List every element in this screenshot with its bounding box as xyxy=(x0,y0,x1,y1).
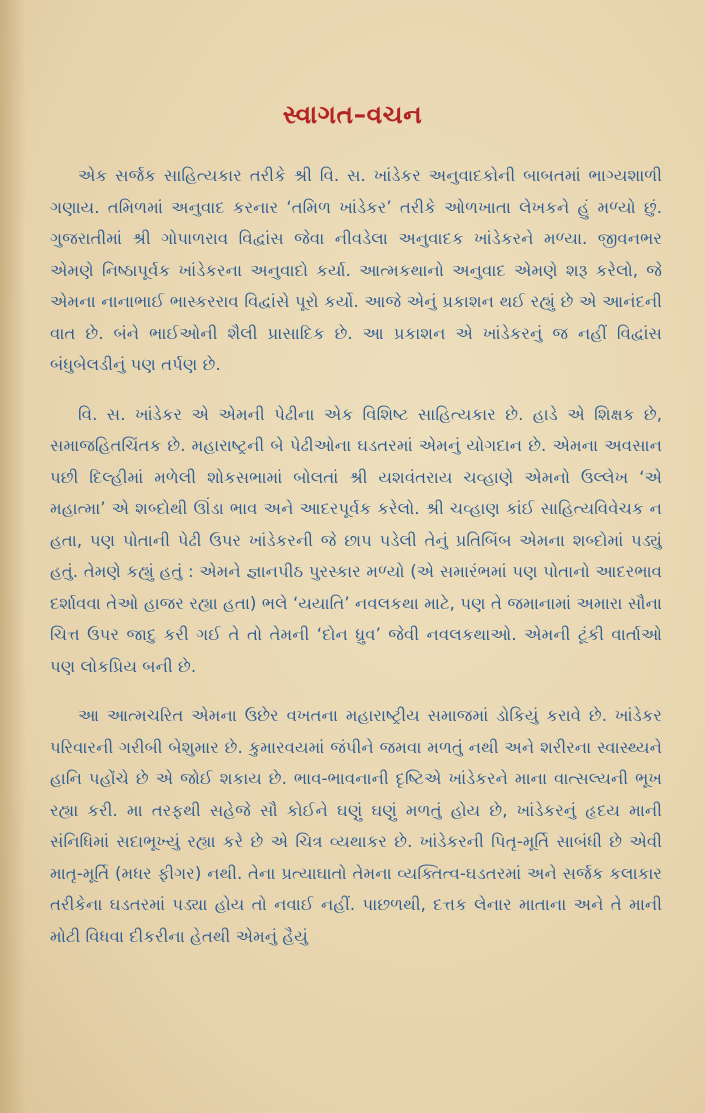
paragraph-2: વિ. સ. ખાંડેકર એ એમની પેઢીના એક વિશિષ્ટ સાહિત્યકાર છે. હાડે એ શિક્ષક છે, સમાજહિતચિંતક છે. મહારાષ્ટ્રની બે પેઢીઓના ઘડતરમાં એમનું યોગદાન છે. એમના અવસાન પછી દિલ્હીમાં મળેલી શોકસભામાં બોલતાં શ્રી યશવંતરાય ચવ્હાણે એમનો ઉલ્લેખ ‘એ મહાત્મા’ એ શબ્દોથી ઊંડા ભાવ અને આદરપૂર્વક કરેલો. શ્રી ચવ્હાણ કાંઈ સાહિત્યવિવેચક ન હતા, પણ પોતાની પેઢી ઉપર ખાંડેકરની જે છાપ પડેલી તેનું પ્રતિબિંબ એમના શબ્દોમાં પડ્યું હતું. તેમણે કહ્યું હતું : એમને જ્ઞાનપીઠ પુરસ્કાર મળ્યો (એ સમારંભમાં પણ પોતાનો આદરભાવ દર્શાવવા તેઓ હાજર રહ્યા હતા) ભલે ‘યયાતિ’ નવલકથા માટે, પણ તે જમાનામાં અમારા સૌના ચિત્ત ઉપર જાદુ કરી ગઈ તે તો તેમની ‘દોન ધ્રુવ’ જેવી નવલકથાઓ. એમની ટૂંકી વાર્તાઓ પણ લોકપ્રિય બની છે. xyxy=(50,404,662,676)
paragraph-3: આ આત્મચરિત એમના ઉછેર વખતના મહારાષ્ટ્રીય સમાજમાં ડોકિયું કરાવે છે. ખાંડેકર પરિવારની ગરીબી બેશુમાર છે. કુમારવયમાં જંપીને જમવા મળતું નથી અને શરીરના સ્વાસ્થ્યને હાનિ પહોંચે છે એ જોઈ શકાય છે. ભાવ-ભાવનાની દૃષ્ટિએ ખાંડેકરને માના વાત્સલ્યની ભૂખ રહ્યા કરી. મા તરફથી સહેજે સૌ કોઈને ઘણું ઘણું મળતું હોય છે, ખાંડેકરનું હૃદય માની સંનિધિમાં સદાભૂખ્યું રહ્યા કરે છે એ ચિત્ર વ્યથાકર છે. ખાંડેકરની પિતૃ-મૂર્તિ સાબંધી છે એવી માતૃ-મૂર્તિ (મધર ફીગર) નથી. તેના પ્રત્યાઘાતો તેમના વ્યક્તિત્વ-ઘડતરમાં અને સર્જક કલાકાર તરીકેના ઘડતરમાં પડ્યા હોય તો નવાઈ નહીં. પાછળથી, દત્તક લેનાર માતાના અને તે માની મોટી વિધવા દીકરીના હેતથી એમનું હૈયું xyxy=(50,706,662,946)
body-text xyxy=(50,160,662,952)
paragraph-1: એક સર્જક સાહિત્યકાર તરીકે શ્રી વિ. સ. ખાંડેકર અનુવાદકોની બાબતમાં ભાગ્યશાળી ગણાય. તમિળમાં અનુવાદ કરનાર ‘તમિળ ખાંડેકર’ તરીકે ઓળખાતા લેખકને હું મળ્યો છું. ગુજરાતીમાં શ્રી ગોપાળરાવ વિદ્વાંસ જેવા નીવડેલા અનુવાદક ખાંડેકરને મળ્યા. જીવનભર એમણે નિષ્ઠાપૂર્વક ખાંડેકરના અનુવાદો કર્યા. આત્મકથાનો અનુવાદ એમણે શરૂ કરેલો, જે એમના નાનાભાઈ ભાસ્કરરાવ વિદ્વાંસે પૂરો કર્યો. આજે એનું પ્રકાશન થઈ રહ્યું છે એ આનંદની વાત છે. બંને ભાઈઓની શૈલી પ્રાસાદિક છે. આ પ્રકાશન એ ખાંડેકરનું જ નહીં વિદ્વાંસ બંધુબેલડીનું પણ તર્પણ છે. xyxy=(50,166,662,374)
page-gutter-shadow xyxy=(0,0,26,1113)
page-title: સ્વાગત–વચન xyxy=(282,100,423,129)
